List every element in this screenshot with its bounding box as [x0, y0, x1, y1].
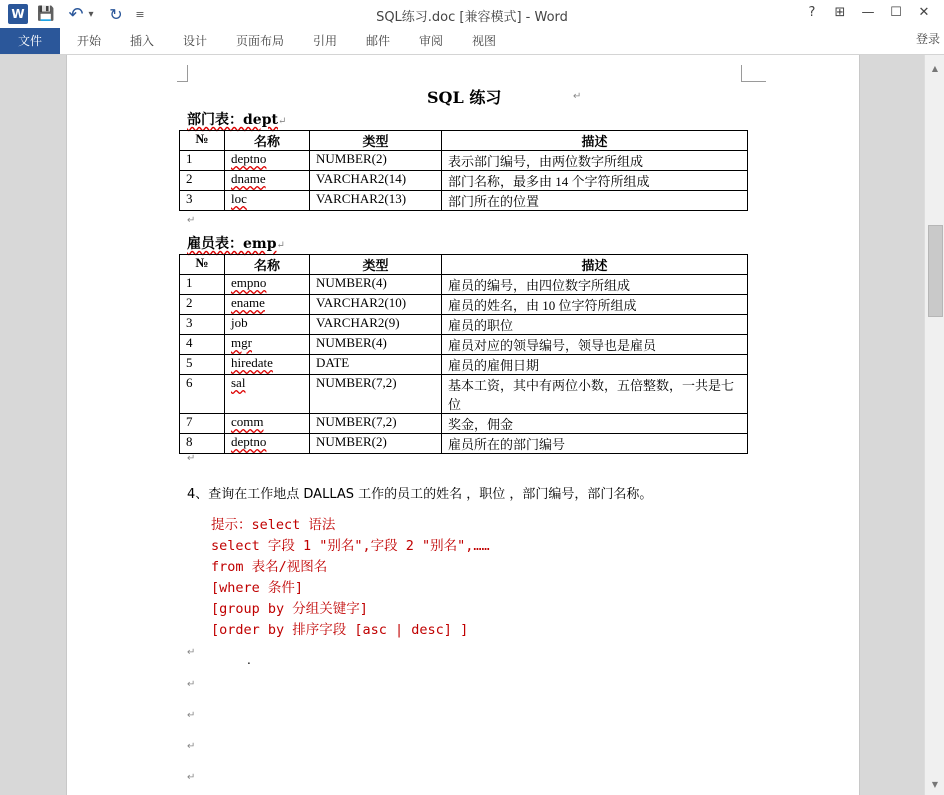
cell-name: dname — [225, 171, 310, 191]
tab-file[interactable]: 文件 — [0, 28, 60, 54]
cell-no: 4 — [180, 335, 225, 355]
cell-type: NUMBER(4) — [310, 335, 442, 355]
help-button[interactable]: ? — [808, 5, 816, 20]
cell-no: 6 — [180, 375, 225, 414]
scrollbar-thumb[interactable] — [928, 225, 943, 317]
cell-name: ename — [225, 295, 310, 315]
table-row — [180, 315, 748, 335]
crop-mark-left — [177, 65, 188, 82]
paragraph-mark: ↵ — [187, 710, 196, 721]
cell-desc: 部门所在的位置 — [442, 191, 748, 211]
cell-type: NUMBER(7,2) — [310, 375, 442, 414]
cell-name: loc — [225, 191, 310, 211]
cell-name: empno — [225, 275, 310, 295]
emp-heading: 雇员表：emp↵ — [187, 236, 285, 252]
header-desc: 描述 — [442, 255, 748, 275]
window-title: SQL练习.doc [兼容模式] - Word — [376, 10, 568, 25]
dept-heading: 部门表：dept↵ — [187, 112, 287, 128]
tab-review[interactable]: 审阅 — [419, 34, 444, 48]
scroll-down-icon[interactable]: ▼ — [931, 780, 939, 789]
ribbon-display-options-button[interactable]: ⊞ — [834, 5, 846, 20]
cell-no: 3 — [180, 191, 225, 211]
header-name: 名称 — [225, 255, 310, 275]
table-row — [180, 191, 748, 211]
document-title: SQL 练习 — [427, 88, 502, 107]
cell-no: 7 — [180, 414, 225, 434]
maximize-button[interactable]: ☐ — [890, 5, 902, 20]
table-row — [180, 335, 748, 355]
title-bar — [0, 0, 944, 28]
cell-type: DATE — [310, 355, 442, 375]
crop-mark-right — [741, 65, 766, 82]
cell-type: NUMBER(4) — [310, 275, 442, 295]
cell-desc: 部门名称，最多由 14 个字符所组成 — [442, 171, 748, 191]
cell-desc: 雇员的雇佣日期 — [442, 355, 748, 375]
scroll-up-icon[interactable]: ▲ — [931, 64, 939, 73]
hint-line: 提示：select 语法 — [211, 517, 336, 533]
dept-table — [179, 130, 748, 211]
tab-insert[interactable]: 插入 — [130, 34, 155, 48]
emp-table — [179, 254, 748, 454]
redo-icon[interactable]: ↻ — [109, 4, 123, 24]
cell-name: comm — [225, 414, 310, 434]
cell-type: VARCHAR2(14) — [310, 171, 442, 191]
cell-desc: 表示部门编号，由两位数字所组成 — [442, 151, 748, 171]
tab-home[interactable]: 开始 — [77, 34, 102, 48]
cell-desc: 雇员对应的领导编号，领导也是雇员 — [442, 335, 748, 355]
cell-no: 1 — [180, 275, 225, 295]
header-type: 类型 — [310, 255, 442, 275]
close-button[interactable]: ✕ — [918, 5, 930, 20]
document-area — [0, 55, 924, 795]
cell-no: 1 — [180, 151, 225, 171]
minimize-button[interactable]: — — [861, 5, 875, 20]
header-type: 类型 — [310, 131, 442, 151]
tab-design[interactable]: 设计 — [183, 34, 208, 48]
customize-qat-icon[interactable]: ≡ — [135, 7, 145, 21]
cell-no: 5 — [180, 355, 225, 375]
cell-no: 8 — [180, 434, 225, 454]
cell-type: VARCHAR2(10) — [310, 295, 442, 315]
paragraph-mark: ↵ — [187, 647, 196, 658]
undo-icon[interactable]: ↶ — [68, 3, 84, 25]
tab-references[interactable]: 引用 — [313, 34, 338, 48]
paragraph-mark: ↵ — [187, 215, 196, 226]
undo-dropdown-icon[interactable]: ▾ — [88, 8, 94, 20]
hint-line: [order by 排序字段 [asc | desc] ] — [211, 622, 469, 638]
hint-line: select 字段 1 "别名",字段 2 "别名",…… — [211, 538, 490, 554]
cell-type: NUMBER(2) — [310, 434, 442, 454]
table-row — [180, 171, 748, 191]
table-row — [180, 355, 748, 375]
paragraph-mark: ↵ — [187, 679, 196, 690]
cell-name: deptno — [225, 151, 310, 171]
cell-desc: 雇员所在的部门编号 — [442, 434, 748, 454]
paragraph-mark: ↵ — [187, 453, 196, 464]
stray-dot: . — [247, 653, 251, 667]
ribbon-tabs — [0, 28, 944, 55]
table-row — [180, 295, 748, 315]
paragraph-mark: ↵ — [187, 772, 196, 783]
cell-type: VARCHAR2(9) — [310, 315, 442, 335]
cell-type: NUMBER(2) — [310, 151, 442, 171]
cell-desc: 基本工资，其中有两位小数，五倍整数，一共是七位 — [442, 375, 748, 414]
cell-name: hiredate — [225, 355, 310, 375]
tab-view[interactable]: 视图 — [472, 34, 497, 48]
cell-desc: 奖金，佣金 — [442, 414, 748, 434]
table-row — [180, 151, 748, 171]
table-row — [180, 275, 748, 295]
cell-desc: 雇员的编号，由四位数字所组成 — [442, 275, 748, 295]
document-page[interactable] — [66, 55, 860, 795]
hint-line: from 表名/视图名 — [211, 559, 328, 575]
cell-no: 3 — [180, 315, 225, 335]
cell-name: mgr — [225, 335, 310, 355]
header-name: 名称 — [225, 131, 310, 151]
hint-line: [group by 分组关键字] — [211, 601, 368, 617]
save-icon[interactable]: 💾 — [37, 6, 55, 22]
cell-name: job — [225, 315, 310, 335]
cell-no: 2 — [180, 171, 225, 191]
table-row — [180, 434, 748, 454]
cell-no: 2 — [180, 295, 225, 315]
question-text: 4、查询在工作地点 DALLAS 工作的员工的姓名 ，职位 ，部门编号，部门名称。 — [187, 487, 653, 502]
login-link[interactable]: 登录 — [916, 32, 941, 46]
table-row — [180, 414, 748, 434]
header-desc: 描述 — [442, 131, 748, 151]
header-no: № — [180, 255, 225, 275]
cell-name: deptno — [225, 434, 310, 454]
hint-line: [where 条件] — [211, 580, 304, 596]
table-header-row — [180, 131, 748, 151]
paragraph-mark: ↵ — [573, 91, 582, 102]
cell-name: sal — [225, 375, 310, 414]
paragraph-mark: ↵ — [187, 741, 196, 752]
header-no: № — [180, 131, 225, 151]
table-header-row — [180, 255, 748, 275]
cell-desc: 雇员的姓名，由 10 位字符所组成 — [442, 295, 748, 315]
table-row — [180, 375, 748, 414]
word-app-icon[interactable]: W — [8, 4, 28, 24]
tab-layout[interactable]: 页面布局 — [236, 34, 285, 48]
tab-mailings[interactable]: 邮件 — [366, 34, 391, 48]
cell-type: NUMBER(7,2) — [310, 414, 442, 434]
vertical-scrollbar[interactable] — [924, 55, 944, 795]
cell-desc: 雇员的职位 — [442, 315, 748, 335]
cell-type: VARCHAR2(13) — [310, 191, 442, 211]
